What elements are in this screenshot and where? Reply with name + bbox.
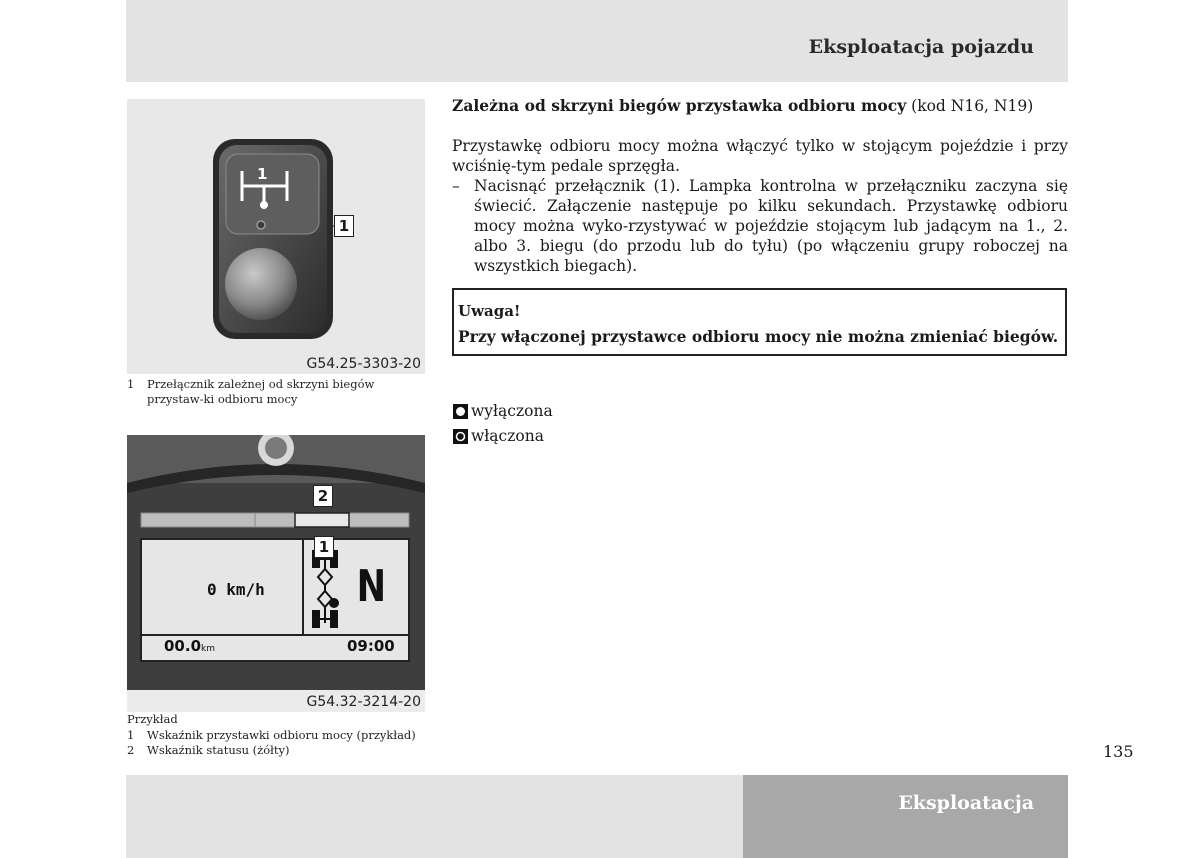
caption-text: Wskaźnik statusu (żółty) [147, 743, 290, 757]
status-indicator-bar [295, 513, 349, 527]
footer-section-label: Eksploatacja [898, 792, 1034, 814]
section-heading [452, 96, 1068, 116]
speed-readout: 0 km/h [207, 580, 265, 599]
bullet-dash: – [452, 177, 460, 195]
figure-code: G54.25-3303-20 [306, 356, 421, 372]
footer-bar [126, 775, 743, 858]
heading-text: Zależna od skrzyni biegów przystawka odbioru mocy [452, 96, 907, 115]
legend-label: włączona [471, 427, 544, 445]
odometer-value: 00.0 [164, 637, 202, 655]
legend-item-on [453, 427, 544, 445]
caption-number: 2 [127, 743, 135, 757]
figure2-caption-2 [127, 743, 290, 758]
figure-pto-switch [127, 99, 425, 374]
pto-switch-illustration [127, 99, 425, 374]
instruction-step [452, 176, 1068, 276]
footer-section-tab [743, 775, 1068, 858]
main-content [452, 96, 1068, 276]
notice-title: Uwaga! [458, 302, 521, 320]
figure-instrument-display [127, 435, 425, 712]
caption-text: Przełącznik zależnej od skrzyni biegów przystaw-ki odbioru mocy [147, 377, 375, 406]
caption-text: Wskaźnik przystawki odbioru mocy (przykład) [147, 728, 416, 742]
body-paragraph: Przystawkę odbioru mocy można włączyć tylko w stojącym pojeździe i przy wciśnię-tym pedale sprzęgła. [452, 137, 1068, 175]
figure-code-strip [127, 690, 425, 712]
instruction-text: Nacisnąć przełącznik (1). Lampka kontrolna w przełączniku zaczyna się świecić. Załączenie następuje po kilku sekundach. Przystawkę odbioru mocy można wyko-rzystywać w pojeździe stojącym lub jadącym na 1., 2. albo 3. biegu (do przodu lub do tyłu) (po włączeniu grupy roboczej na wszystkich biegach). [474, 177, 1068, 275]
header-bar [126, 0, 1068, 82]
warning-notice [452, 288, 1067, 356]
figure2-caption-title: Przykład [127, 712, 178, 726]
svg-text:1: 1 [257, 165, 268, 183]
caption-number: 1 [127, 728, 135, 742]
figure1-caption [127, 377, 427, 407]
gear-indicator: N [356, 561, 387, 612]
page-number: 135 [1103, 742, 1134, 761]
clock-readout: 09:00 [347, 637, 395, 655]
indicator-lamp-icon [257, 221, 265, 229]
odometer-readout [164, 637, 215, 655]
callout-pto: 1 [314, 536, 334, 558]
heading-suffix: (kod N16, N19) [906, 97, 1034, 115]
page-title: Eksploatacja pojazdu [808, 36, 1034, 58]
filled-dot-icon [453, 404, 468, 419]
odometer-unit: km [201, 644, 215, 654]
pto-knob [225, 248, 297, 320]
legend-label: wyłączona [471, 402, 553, 420]
figure-code: G54.32-3214-20 [306, 694, 421, 710]
ring-icon [453, 429, 468, 444]
caption-number: 1 [127, 377, 135, 391]
figure2-caption-1 [127, 728, 416, 743]
callout-1: 1 [334, 215, 354, 237]
notice-text: Przy włączonej przystawce odbioru mocy nie można zmieniać biegów. [458, 327, 1059, 346]
callout-status: 2 [313, 485, 333, 507]
legend-item-off [453, 402, 553, 420]
